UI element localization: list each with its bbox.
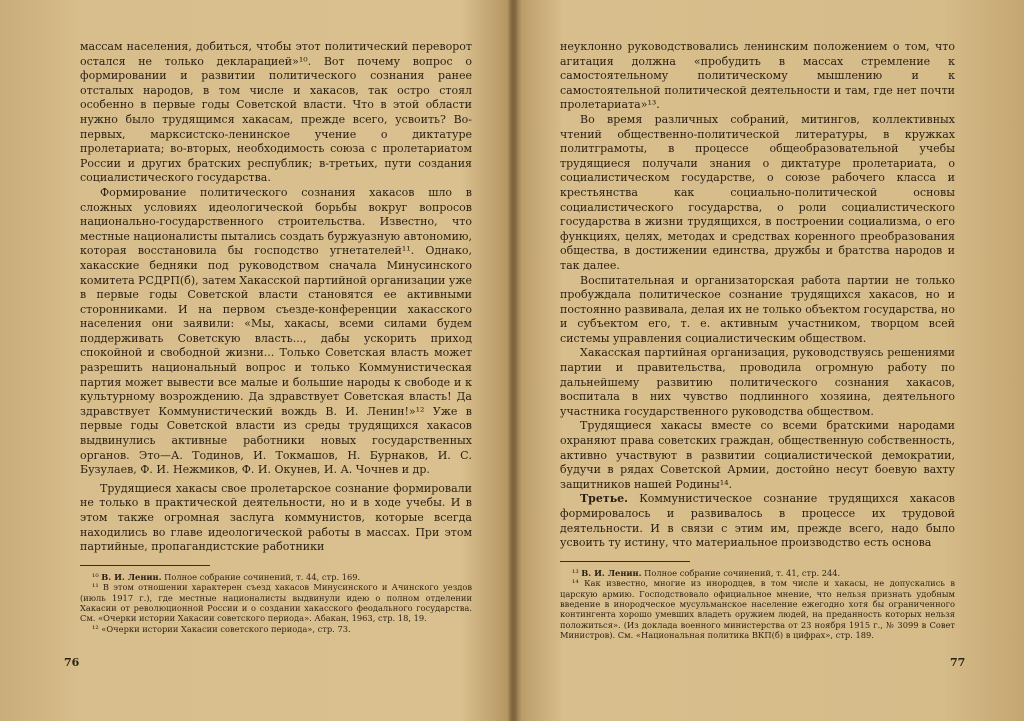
third-lead: Третье. (580, 492, 628, 506)
book-gutter (508, 0, 522, 721)
third-text: Коммунистическое сознание трудящихся хакасов формировалось и развивалось в процессе их трудовой деятельности. И в связи с этим им, прежде всего, надо было усвоить ту истину, что материальное производство есть основа (560, 492, 956, 550)
right-page (560, 40, 955, 641)
paragraph-third (560, 492, 955, 550)
footnote: ¹² «Очерки истории Хакасии советского периода», стр. 73. (92, 623, 351, 634)
footnote-rule (80, 565, 210, 566)
paragraph: Формирование политического сознания хакасов шло в сложных условиях идеологической борьбы вокруг вопросов национально-государственного строительства. Известно, что местные националисты пытались создать буржуазную автономию, которая восстановила бы господство угнетателей¹¹. Однако, хакасские бедняки под руководством сначала Минусинского комитета РСДРП(б), затем Хакасской партийной организации уже в первые годы Советской власти становятся ее активными сторонниками. И на первом съезде-конференции хакасского населения они заявили: «Мы, хакасы, всеми силами будем поддерживать Советскую власть..., дабы ускорить приход спокойной и свободной жизни... Только Советская власть может разрешить национальный вопрос и только Коммунистическая партия может вывести все малые и большие народы к свободе и к культурному возрождению. Да здравствует Советская власть! Да здравствует Коммунистический вождь В. И. Ленин!»¹² Уже в первые годы Советской власти из среды трудящихся хакасов выдвинулись активные работники новых государственных органов. Это—А. Тодинов, И. Токмашов, Н. Бурнаков, И. С. Бузулаев, Ф. И. Нежмиков, Ф. И. Окунев, И. А. Чочнев и др. (80, 185, 472, 477)
left-footnotes (80, 572, 472, 634)
right-body (560, 40, 955, 551)
paragraph: Хакасская партийная организация, руководствуясь решениями партии и правительства, проводила огромную работу по дальнейшему развитию политического сознания хакасов, воспитала в них чувство подлинного хозяина, деятельного участника государственного руководства обществом. (560, 346, 955, 418)
page-number: 76 (64, 656, 80, 669)
paragraph: массам населения, добиться, чтобы этот политический переворот остался не только декларацией»¹⁰. Вот почему вопрос о формировании и развитии политического сознания ранее отсталых народов, в том числе и хакасов, так остро стоял особенно в первые годы Советской власти. Что в этой области нужно было трудящимся хакасам, прежде всего, усвоить? Во-первых, марксистско-ленинское учение о диктатуре пролетариата; во-вторых, необходимость союза с пролетариатом России и других братских республик; в-третьих, пути создания социалистического государства. (80, 40, 472, 185)
footnote-rule (560, 561, 690, 562)
paragraph: неуклонно руководствовались ленинским положением о том, что агитация должна «пробудить в массах стремление к самостоятельному политическому мышлению и к самостоятельной политической деятельности и там, где нет почти пролетариата»¹³. (560, 40, 955, 112)
paragraph: Трудящиеся хакасы свое пролетарское сознание формировали не только в практической деятельности, но и в ходе учебы. И в этом также огромная заслуга коммунистов, которые всегда находились во главе идеологической работы в массах. При этом партийные, пропагандистские работники (80, 481, 472, 554)
footnote: ¹⁰ В. И. Ленин. Полное собрание сочинений, т. 44, стр. 169. (92, 571, 361, 582)
footnote: ¹¹ В этом отношении характерен съезд хакасов Минусинского и Ачинского уездов (июль 1917 г.), где местные националисты выдвинули идею о полном отделении Хакасии от революционной России и о создании хакасского феодального государства. См. «Очерки истории Хакасии советского периода». Абакан, 1963, стр. 18, 19. (80, 582, 472, 624)
footnote: ¹³ В. И. Ленин. Полное собрание сочинений, т. 41, стр. 244. (572, 567, 841, 578)
paragraph: Во время различных собраний, митингов, коллективных чтений общественно-политической литературы, в кружках политграмоты, в процессе общеобразовательной учебы трудящиеся получали знания о диктатуре пролетариата, о социалистическом государстве, о союзе рабочего класса и крестьянства как социально-политической основы социалистического государства, о роли социалистического государства в жизни трудящихся, в построении социализма, о его функциях, целях, методах и средствах коренного преобразования общества, в достижении единства, дружбы и братства народов и так далее. (560, 112, 955, 272)
left-page (80, 40, 472, 634)
footnote: ¹⁴ Как известно, многие из инородцев, в том числе и хакасы, не допускались в царскую армию. Господствовало официальное мнение, что нельзя признать удобным введение в инородческое мусульманское население ежегодно хотя бы ограниченного контингента хорошо умевших владеть оружием людей, на преданность которых нельзя положиться». (Из доклада военного министерства от 23 ноября 1915 г., № 3099 в Совет Министров). См. «Национальная политика ВКП(б) в цифрах», стр. 189. (560, 578, 955, 641)
paragraph: Трудящиеся хакасы вместе со всеми братскими народами охраняют права советских граждан, общественную собственность, активно участвуют в развитии социалистической демократии, будучи в рядах Советской Армии, достойно несут боевую вахту защитников нашей Родины¹⁴. (560, 419, 955, 491)
left-body (80, 40, 472, 555)
paragraph: Воспитательная и организаторская работа партии не только пробуждала политическое сознание трудящихся хакасов, но и постоянно развивала, делая их не только объектом государства, но и субъектом его, т. е. активным участником, творцом всей системы управления социалистическим обществом. (560, 273, 955, 345)
right-footnotes (560, 568, 955, 641)
page-number: 77 (950, 656, 966, 669)
